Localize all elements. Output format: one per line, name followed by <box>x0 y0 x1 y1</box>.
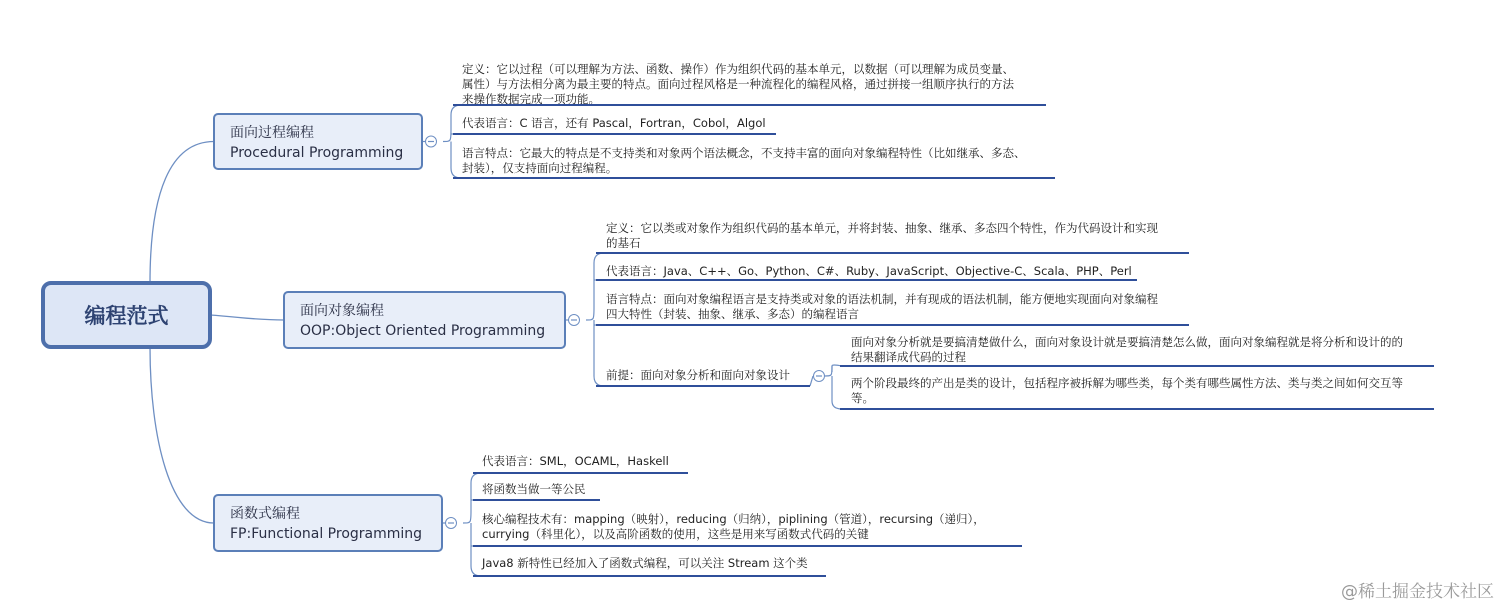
leaf-oop-1 <box>596 264 1137 280</box>
branch-title: 面向对象编程 <box>300 303 384 319</box>
leaf-oop-0 <box>596 221 1189 253</box>
branch-node-oop[interactable] <box>284 292 565 348</box>
collapse-toggle-premise[interactable] <box>814 371 825 382</box>
branch-title: 函数式编程 <box>230 506 300 522</box>
branch-node-functional[interactable] <box>214 495 442 551</box>
leaf-oop-2 <box>596 292 1189 325</box>
svg-text:语言特点：它最大的特点是不支持类和对象两个语法概念，不支持丰: 语言特点：它最大的特点是不支持类和对象两个语法概念，不支持丰富的面向对象编程特性（比如继承、多态、封装），仅支持面向过程编程。 <box>462 146 1026 175</box>
leaf-functional-3 <box>473 556 826 576</box>
svg-text:代表语言：C 语言，还有 Pascal，Fortran，Co: 代表语言：C 语言，还有 Pascal，Fortran，Cobol，Algol <box>462 116 766 130</box>
branch-node-procedural[interactable] <box>214 114 422 169</box>
leaf-oop-3 <box>596 368 810 386</box>
svg-text:两个阶段最终的产出是类的设计，包括程序被拆解为哪些类，每个类: 两个阶段最终的产出是类的设计，包括程序被拆解为哪些类，每个类有哪些属性方法、类与类之间如何交互等等。 <box>851 376 1403 405</box>
leaf-premise-1 <box>840 376 1434 409</box>
svg-text:前提：面向对象分析和面向对象设计: 前提：面向对象分析和面向对象设计 <box>606 368 790 382</box>
collapse-toggle-functional[interactable] <box>446 518 457 529</box>
svg-text:语言特点：面向对象编程语言是支持类或对象的语法机制，并有现成: 语言特点：面向对象编程语言是支持类或对象的语法机制，并有现成的语法机制，能方便地实现面向对象编程四大特性（封装、抽象、继承、多态）的编程语言 <box>606 292 1158 321</box>
leaf-functional-2 <box>473 512 1022 546</box>
leaf-functional-0 <box>473 454 688 473</box>
connector-functional <box>150 347 214 523</box>
root-node[interactable] <box>43 283 210 347</box>
leaf-premise-0 <box>840 335 1434 366</box>
leaf-functional-1 <box>473 482 600 500</box>
root-label: 编程范式 <box>84 304 169 328</box>
collapse-toggle-oop[interactable] <box>569 315 580 326</box>
svg-text:面向对象分析就是要搞清楚做什么，面向对象设计就是要搞清楚怎么: 面向对象分析就是要搞清楚做什么，面向对象设计就是要搞清楚怎么做，面向对象编程就是将分析和设计的的结果翻译成代码的过程 <box>851 335 1403 364</box>
svg-text:核心编程技术有：mapping（映射），reducing（归: 核心编程技术有：mapping（映射），reducing（归纳），piplining（管道），recursing（递归）， currying（科里化），以及高阶函数的使用，这些是用来写函数式代码的关键 <box>482 512 985 541</box>
connector-procedural <box>150 142 214 284</box>
svg-text:定义：它以过程（可以理解为方法、函数、操作）作为组织代码的基: 定义：它以过程（可以理解为方法、函数、操作）作为组织代码的基本单元，以数据（可以理解为成员变量、属性）与方法相分离为最主要的特点。面向过程风格是一种流程化的编程风格，通过拼接一组顺序执行的方法来操作数据完成一项功能。 <box>462 62 1014 106</box>
leaf-procedural-2 <box>453 146 1055 178</box>
connector-oop <box>210 315 284 320</box>
branch-subtitle: OOP:Object Oriented Programming <box>300 323 546 339</box>
svg-text:代表语言：Java、C++、Go、Python、C#、Rub: 代表语言：Java、C++、Go、Python、C#、Ruby、JavaScript、Objective-C、Scala、PHP、Perl <box>606 264 1132 278</box>
collapse-toggle-procedural[interactable] <box>426 136 437 147</box>
svg-text:将函数当做一等公民: 将函数当做一等公民 <box>482 482 586 496</box>
svg-text:代表语言：SML，OCAML，Haskell: 代表语言：SML，OCAML，Haskell <box>482 454 669 468</box>
branch-subtitle: Procedural Programming <box>230 145 404 161</box>
svg-text:Java8 新特性已经加入了函数式编程，可以关注 Strea: Java8 新特性已经加入了函数式编程，可以关注 Stream 这个类 <box>482 556 808 570</box>
watermark: @稀土掘金技术社区 <box>1341 582 1494 602</box>
branch-title: 面向过程编程 <box>230 125 314 141</box>
leaf-procedural-0 <box>453 62 1046 106</box>
branch-subtitle: FP:Functional Programming <box>230 526 423 542</box>
svg-text:定义：它以类或对象作为组织代码的基本单元，并将封装、抽象、继: 定义：它以类或对象作为组织代码的基本单元，并将封装、抽象、继承、多态四个特性，作为代码设计和实现的基石 <box>606 221 1158 250</box>
leaf-procedural-1 <box>453 116 776 134</box>
